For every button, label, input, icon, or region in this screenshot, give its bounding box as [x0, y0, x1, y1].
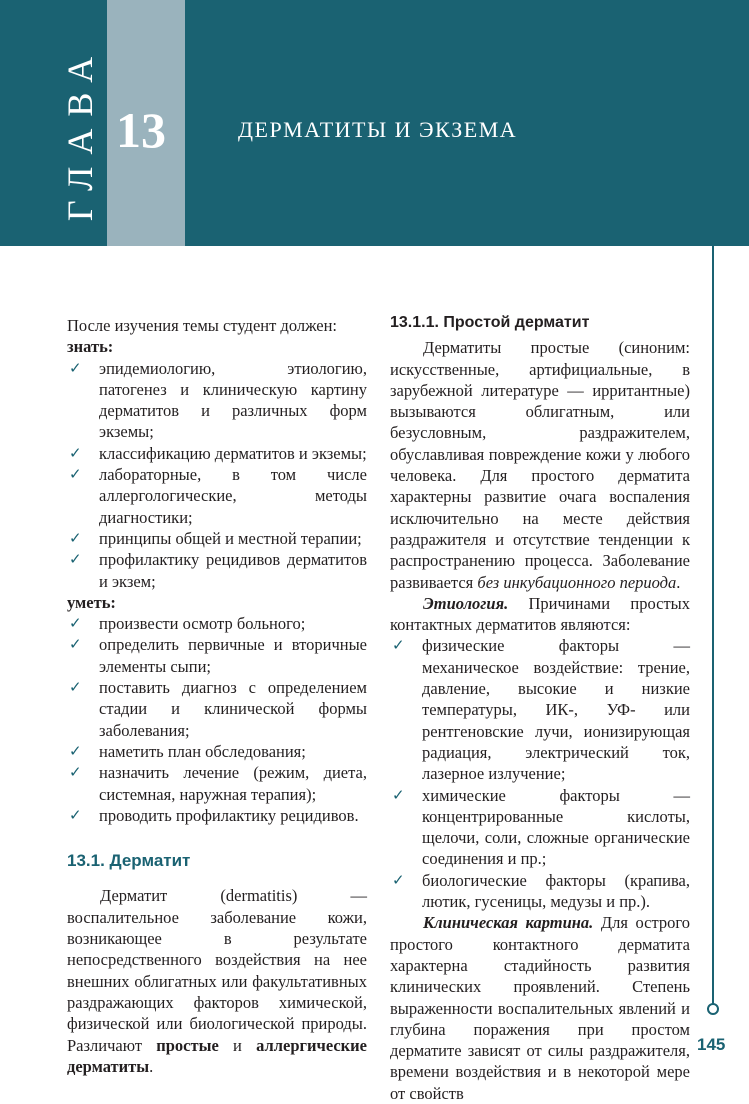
checkmark-icon: ✓: [69, 443, 82, 462]
chapter-header: [0, 0, 749, 246]
checkmark-icon: ✓: [392, 870, 405, 889]
list-item: ✓ произвести осмотр больного;: [69, 614, 306, 634]
factors-list: [390, 635, 690, 912]
margin-rule-end: [707, 1003, 719, 1015]
chapter-number: 13: [116, 102, 166, 158]
checkmark-icon: ✓: [392, 636, 405, 655]
left-column: [67, 315, 367, 1077]
checkmark-icon: ✓: [69, 678, 82, 697]
right-column: [390, 312, 690, 1104]
checkmark-icon: ✓: [392, 785, 405, 804]
subsection-heading: 13.1.1. Простой дерматит: [390, 314, 590, 331]
definition-paragraph: Дерматиты простые (синоним: искусственные, артифициальные, в зарубежной литературе — ирритантные) вызываются облигатным, или безусловным, раздражителем, обуславливая повреждение кожи у любого человека. Для простого дерматита характерны развитие очага воспаления исключительно на месте действия раздражителя и отсутствие тенденции к распространению процесса. Заболевание развивается без инкубационного периода.: [390, 338, 690, 592]
list-item: ✓ проводить профилактику рецидивов.: [69, 805, 359, 825]
checkmark-icon: ✓: [69, 358, 82, 377]
list-item: ✓ эпидемиологию, этиологию, патогенез и клиническую картину дерматитов и различных форм экземы;: [69, 358, 367, 442]
list-item: ✓ химические факторы — концентрированные кислоты, щелочи, соли, сложные органические соединения и пр.;: [392, 785, 690, 869]
can-list: [67, 613, 367, 826]
checkmark-icon: ✓: [69, 635, 82, 654]
list-item: ✓ биологические факторы (крапива, лютик, гусеницы, медузы и пр.).: [392, 870, 690, 912]
checkmark-icon: ✓: [69, 763, 82, 782]
list-item: ✓ лабораторные, в том числе аллергологические, методы диагностики;: [69, 465, 367, 527]
page-number: 145: [697, 1035, 726, 1054]
list-item: ✓ определить первичные и вторичные элементы сыпи;: [69, 635, 367, 676]
objectives-intro: После изучения темы студент должен:: [67, 316, 338, 335]
checkmark-icon: ✓: [69, 465, 82, 484]
checkmark-icon: ✓: [69, 741, 82, 760]
chapter-word-text: ГЛАВА: [60, 44, 101, 222]
list-item: ✓ классификацию дерматитов и экземы;: [69, 443, 367, 463]
checkmark-icon: ✓: [69, 528, 82, 547]
know-list: [67, 358, 367, 592]
checkmark-icon: ✓: [69, 550, 82, 569]
list-item: ✓ наметить план обследования;: [69, 741, 306, 761]
chapter-word: [52, 38, 108, 228]
checkmark-icon: ✓: [69, 805, 82, 824]
can-label: уметь:: [67, 592, 116, 612]
clinical-paragraph: Клиническая картина. Для острого простого контактного дерматита характерна стадийность развития клинических проявлений. Степень выраженности воспалительных явлений и глубина поражения при простом дерматите зависят от силы раздражителя, времени воздействия и в некоторой мере от свойств: [390, 913, 690, 1103]
section-heading: 13.1. Дерматит: [67, 851, 191, 871]
list-item: ✓ поставить диагноз с определением стадии и клинической формы заболевания;: [69, 678, 367, 740]
know-label: знать:: [67, 337, 114, 357]
chapter-title: ДЕРМАТИТЫ И ЭКЗЕМА: [238, 117, 518, 142]
section-paragraph: Дерматит (dermatitis) — воспалительное заболевание кожи, возникающее в результате непосредственного воздействия на нее внешних облигатных или факультативных раздражающих факторов химической, физической или биологической природы. Различают простые и аллергические дерматиты.: [67, 886, 368, 1076]
list-item: ✓ физические факторы — механическое воздействие: трение, давление, высокие и низкие температуры, ИК-, УФ- или рентгеновские лучи, ионизирующая радиация, электрический ток, лазерное излучение;: [392, 636, 690, 784]
checkmark-icon: ✓: [69, 614, 82, 633]
list-item: ✓ профилактику рецидивов дерматитов и экзем;: [69, 550, 367, 591]
etiology-paragraph: Этиология. Причинами простых контактных дерматитов являются:: [390, 593, 690, 635]
list-item: ✓ принципы общей и местной терапии;: [69, 528, 362, 548]
margin-rule: [712, 246, 714, 1006]
list-item: ✓ назначить лечение (режим, диета, системная, наружная терапия);: [69, 763, 367, 804]
